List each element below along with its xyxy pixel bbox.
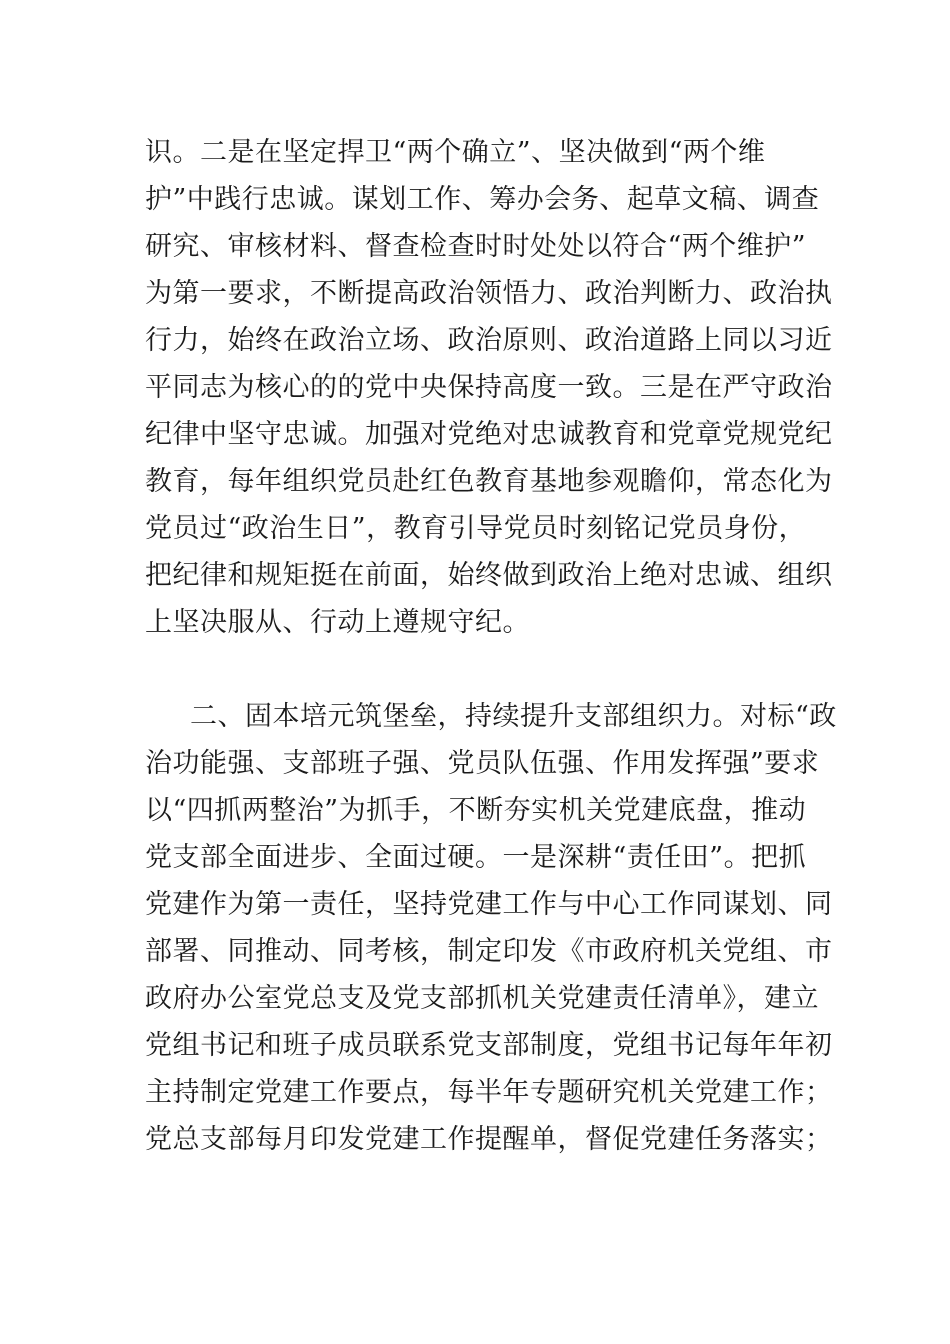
text-line: 党建作为第一责任，坚持党建工作与中心工作同谋划、同	[145, 889, 833, 920]
text-line: 二、固本培元筑堡垒，持续提升支部组织力。对标“政	[190, 701, 837, 732]
text-line: 党组书记和班子成员联系党支部制度，党组书记每年年初	[145, 1030, 833, 1061]
text-line: 教育，每年组织党员赴红色教育基地参观瞻仰，常态化为	[145, 466, 833, 497]
text-line: 为第一要求，不断提高政治领悟力、政治判断力、政治执	[145, 278, 833, 309]
text-line: 上坚决服从、行动上遵规守纪。	[145, 607, 530, 638]
text-line: 党支部全面进步、全面过硬。一是深耕“责任田”。把抓	[145, 842, 807, 873]
text-line: 识。二是在坚定捍卫“两个确立”、坚决做到“两个维	[145, 137, 766, 168]
text-line: 纪律中坚守忠诚。加强对党绝对忠诚教育和党章党规党纪	[145, 419, 833, 450]
text-line: 政府办公室党总支及党支部抓机关党建责任清单》，建立	[145, 983, 819, 1014]
text-line: 行力，始终在政治立场、政治原则、政治道路上同以习近	[145, 325, 833, 356]
text-line: 研究、审核材料、督查检查时时处处以符合“两个维护”	[145, 231, 807, 262]
text-line: 把纪律和规矩挺在前面，始终做到政治上绝对忠诚、组织	[145, 560, 833, 591]
text-line: 主持制定党建工作要点，每半年专题研究机关党建工作；	[145, 1077, 833, 1108]
text-line: 党总支部每月印发党建工作提醒单，督促党建任务落实；	[145, 1124, 833, 1155]
text-line: 治功能强、支部班子强、党员队伍强、作用发挥强”要求	[145, 748, 820, 779]
text-line: 护”中践行忠诚。谋划工作、筹办会务、起草文稿、调查	[145, 184, 820, 215]
text-line: 平同志为核心的的党中央保持高度一致。三是在严守政治	[145, 372, 833, 403]
text-line: 党员过“政治生日”，教育引导党员时刻铭记党员身份，	[145, 513, 807, 544]
text-line: 以“四抓两整治”为抓手，不断夯实机关党建底盘，推动	[145, 795, 807, 826]
text-line: 部署、同推动、同考核，制定印发《市政府机关党组、市	[145, 936, 833, 967]
